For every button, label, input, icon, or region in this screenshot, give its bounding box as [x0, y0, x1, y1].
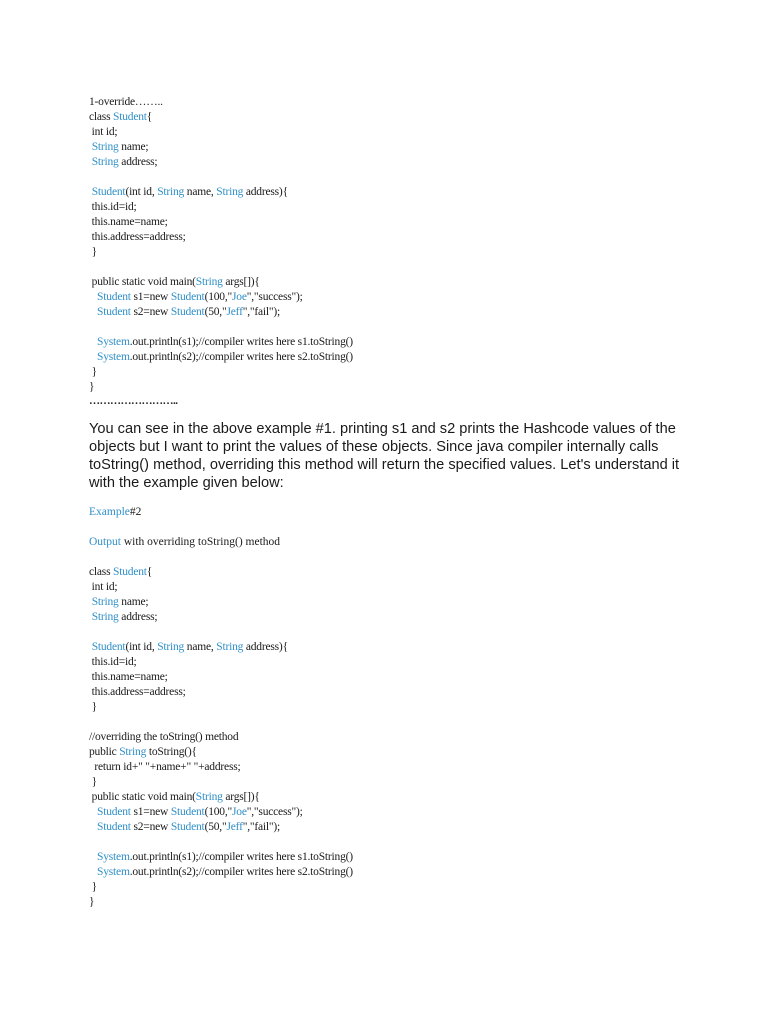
code-line — [89, 610, 353, 625]
code-line — [89, 140, 353, 155]
code-keyword: Student — [170, 291, 205, 303]
code-line — [89, 895, 353, 910]
code-text: ","success"); — [246, 291, 303, 303]
separator-dots: …………………….. — [89, 395, 178, 407]
code-text: } — [89, 776, 97, 788]
code-text: s1=new — [130, 291, 171, 303]
code-text: ","fail"); — [242, 821, 281, 833]
code-text: return id+" "+name+" "+address; — [89, 761, 241, 773]
code-keyword: String — [91, 141, 119, 153]
code-keyword: Example — [89, 506, 130, 518]
code-text: address; — [118, 156, 158, 168]
code-line — [89, 850, 353, 865]
code-text: //overriding the toString() method — [89, 731, 239, 743]
code-keyword: Jeff — [226, 306, 243, 318]
code-keyword: Student — [91, 641, 126, 653]
code-line — [89, 290, 353, 305]
code-line — [89, 185, 353, 200]
code-line — [89, 655, 353, 670]
example-heading — [89, 505, 141, 520]
code-text: (50," — [204, 306, 227, 318]
code-line — [89, 685, 353, 700]
code-text: this.name=name; — [89, 216, 168, 228]
code-text: { — [146, 111, 153, 123]
code-text: this.name=name; — [89, 671, 168, 683]
code-text: (100," — [204, 291, 233, 303]
code-line — [89, 565, 353, 580]
code-text — [89, 806, 97, 818]
code-line — [89, 260, 353, 275]
code-line — [89, 805, 353, 820]
code-text: (int id, — [125, 641, 158, 653]
code-text: public static void main( — [89, 791, 196, 803]
code-keyword: String — [91, 596, 119, 608]
code-line — [89, 865, 353, 880]
code-keyword: System — [97, 351, 130, 363]
code-text: } — [89, 881, 97, 893]
code-line — [89, 715, 353, 730]
code-text: .out.println(s1);//compiler writes here s1.toString() — [129, 851, 353, 863]
code-text: .out.println(s2);//compiler writes here s2.toString() — [129, 866, 353, 878]
code-text — [89, 306, 97, 318]
code-text: } — [89, 701, 97, 713]
code-keyword: String — [216, 186, 244, 198]
code-text: .out.println(s1);//compiler writes here s1.toString() — [129, 336, 353, 348]
code-line — [89, 700, 353, 715]
code-line — [89, 730, 353, 745]
code-keyword: Joe — [232, 806, 247, 818]
code-keyword: Student — [97, 806, 131, 818]
code-line — [89, 820, 353, 835]
code-text: (50," — [204, 821, 227, 833]
code-keyword: String — [91, 611, 119, 623]
code-keyword: Student — [170, 821, 205, 833]
code-line — [89, 95, 353, 110]
code-keyword: System — [97, 851, 130, 863]
code-text — [89, 821, 97, 833]
code-keyword: Student — [91, 186, 126, 198]
code-text: s2=new — [130, 306, 171, 318]
code-line — [89, 835, 353, 850]
code-text: } — [89, 366, 97, 378]
code-line — [89, 230, 353, 245]
code-text: class — [89, 111, 114, 123]
code-text: with overriding toString() method — [120, 536, 281, 548]
code-text: args[]){ — [222, 791, 260, 803]
code-text: name; — [118, 141, 149, 153]
code-text — [89, 866, 97, 878]
code-line — [89, 320, 353, 335]
code-keyword: String — [216, 641, 244, 653]
code-text: name, — [184, 641, 217, 653]
code-line — [89, 155, 353, 170]
code-block-example-1 — [89, 95, 353, 395]
code-text: address){ — [243, 186, 288, 198]
code-text: address){ — [243, 641, 288, 653]
code-text: name, — [184, 186, 217, 198]
code-keyword: System — [97, 336, 130, 348]
code-text: } — [89, 381, 95, 393]
code-text: s2=new — [130, 821, 171, 833]
code-keyword: Joe — [232, 291, 247, 303]
code-text: this.address=address; — [89, 686, 186, 698]
code-text: ","fail"); — [242, 306, 281, 318]
code-text: this.address=address; — [89, 231, 186, 243]
code-text: args[]){ — [222, 276, 260, 288]
code-line — [89, 640, 353, 655]
code-text: int id; — [89, 581, 118, 593]
code-text: } — [89, 246, 97, 258]
code-text: toString(){ — [146, 746, 197, 758]
code-keyword: System — [97, 866, 130, 878]
code-keyword: String — [195, 791, 223, 803]
code-line — [89, 670, 353, 685]
code-keyword: String — [157, 186, 185, 198]
code-keyword: String — [119, 746, 147, 758]
code-text: this.id=id; — [89, 201, 137, 213]
code-line — [89, 580, 353, 595]
code-text — [89, 336, 97, 348]
code-line — [89, 595, 353, 610]
code-keyword: Student — [97, 821, 131, 833]
code-keyword: String — [195, 276, 223, 288]
code-line — [89, 245, 353, 260]
code-line — [89, 350, 353, 365]
code-line — [89, 170, 353, 185]
code-block-example-2 — [89, 565, 353, 910]
code-keyword: Student — [113, 566, 147, 578]
code-line — [89, 215, 353, 230]
code-keyword: Student — [97, 291, 131, 303]
code-text: this.id=id; — [89, 656, 137, 668]
code-text — [89, 851, 97, 863]
code-text: public static void main( — [89, 276, 196, 288]
code-line — [89, 335, 353, 350]
code-line — [89, 110, 353, 125]
code-keyword: Student — [113, 111, 147, 123]
code-text: address; — [118, 611, 158, 623]
code-line — [89, 275, 353, 290]
code-keyword: Student — [170, 306, 205, 318]
code-keyword: Student — [170, 806, 205, 818]
code-line — [89, 365, 353, 380]
code-line — [89, 200, 353, 215]
code-text: { — [146, 566, 153, 578]
code-text: ","success"); — [246, 806, 303, 818]
code-keyword: String — [157, 641, 185, 653]
code-text: s1=new — [130, 806, 171, 818]
code-text: name; — [118, 596, 149, 608]
code-text: .out.println(s2);//compiler writes here s2.toString() — [129, 351, 353, 363]
code-text: class — [89, 566, 114, 578]
code-keyword: Student — [97, 306, 131, 318]
code-line — [89, 625, 353, 640]
code-text — [89, 351, 97, 363]
code-line — [89, 790, 353, 805]
code-line — [89, 760, 353, 775]
code-text: public — [89, 746, 120, 758]
code-text: (100," — [204, 806, 233, 818]
code-text: #2 — [129, 506, 142, 518]
code-line — [89, 775, 353, 790]
code-line — [89, 745, 353, 760]
code-line — [89, 380, 353, 395]
code-text: (int id, — [125, 186, 158, 198]
code-text — [89, 291, 97, 303]
output-heading — [89, 535, 280, 550]
code-text: 1-override…….. — [89, 96, 163, 108]
code-keyword: Jeff — [226, 821, 243, 833]
code-keyword: String — [91, 156, 119, 168]
code-keyword: Output — [89, 536, 121, 548]
code-text: int id; — [89, 126, 118, 138]
code-text: } — [89, 896, 95, 908]
code-line — [89, 125, 353, 140]
code-line — [89, 880, 353, 895]
code-line — [89, 305, 353, 320]
explanation-paragraph: You can see in the above example #1. printing s1 and s2 prints the Hashcode values of the objects but I want to print the values of these objects. Since java compiler internally calls toString() method, overriding this method will return the specified values. Let's understand it with the example given below: — [89, 421, 680, 491]
